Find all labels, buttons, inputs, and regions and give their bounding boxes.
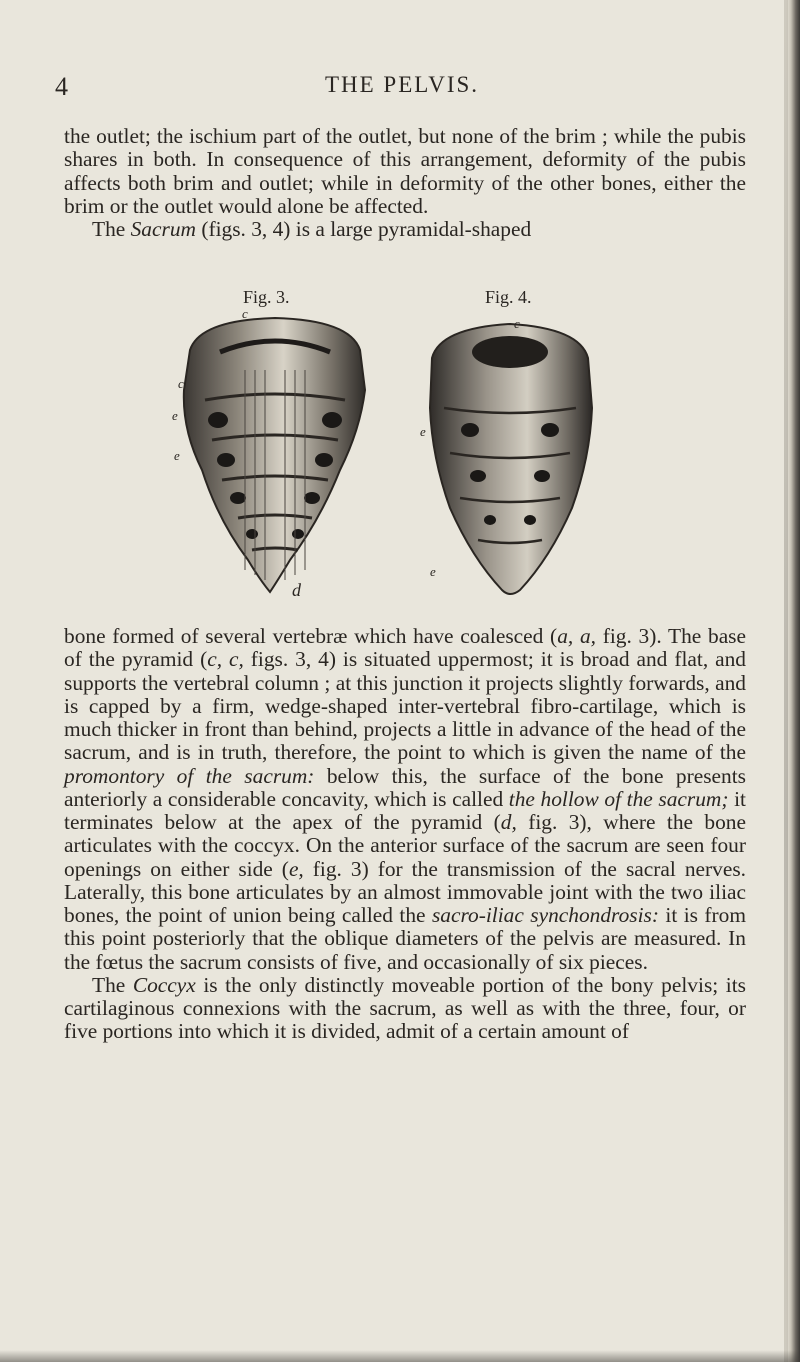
- bottom-edge-shadow: [0, 1350, 800, 1362]
- fig3-label: e: [174, 448, 180, 463]
- paragraph: [64, 218, 746, 241]
- fig4-label: e: [430, 564, 436, 579]
- fig3-label: c: [242, 310, 248, 321]
- italic-text: Coccyx: [132, 972, 196, 997]
- fig3-sacrum-outline: [184, 318, 365, 592]
- paragraph: [64, 974, 746, 1044]
- fig4-sacrum-illustration: [410, 318, 610, 608]
- fig4-label: e: [420, 424, 426, 439]
- italic-text: d,: [500, 810, 517, 834]
- page-edge-line: [784, 0, 788, 1362]
- fig3-label: c: [178, 376, 184, 391]
- fig4-label: c: [514, 318, 520, 331]
- text-run: (figs. 3, 4) is a large pyramidal-shaped: [195, 217, 532, 241]
- italic-text: promontory of the sacrum:: [64, 763, 315, 788]
- fig3-label: d: [292, 580, 301, 600]
- text-block-main: [64, 625, 746, 1044]
- fig4-caption: Fig. 4.: [485, 287, 532, 307]
- text-run: The: [92, 217, 131, 241]
- text-run: is the only distinctly moveable portion of the bony pelvis; its cartilaginous connexions with the sacrum, as well as with the three, four, or five portions into which it is divided, admit of a certain amount of: [64, 972, 746, 1044]
- italic-text: c, c,: [207, 647, 244, 672]
- page-number: 4: [55, 72, 68, 101]
- text-block-top: [64, 125, 746, 241]
- text-run: fig. 3) for the transmission of the sacral nerves. Laterally, this bone articulates by an almost immovable joint with the two iliac bones, the point of union being called the: [64, 856, 746, 927]
- italic-text: Sacrum: [130, 217, 196, 241]
- text-run: it is from this point posteriorly that the oblique diameters of the pelvis are measured. In the fœtus the sacrum consists of five, and occasionally of six pieces.: [64, 903, 746, 974]
- italic-text: a, a,: [557, 624, 596, 648]
- italic-text: e,: [288, 856, 304, 881]
- text-run: figs. 3, 4) is situated uppermost; it is broad and flat, and supports the vertebral column ; at this junction it projects slightly forwards, and is capped by a firm, wedge-shaped inter-vertebral fibro-cartilage, which is much thicker in front than behind, projects a little in advance of the head of the sacrum, and is in truth, therefore, the point to which is given the name of the: [64, 647, 746, 765]
- fig3-caption: Fig. 3.: [243, 287, 290, 307]
- italic-text: sacro-iliac synchondrosis:: [431, 903, 659, 927]
- paragraph: [64, 625, 746, 974]
- text-run: fig. 3). The base of the pyramid (: [64, 624, 747, 672]
- paragraph: [64, 125, 746, 218]
- text-run: The: [92, 972, 133, 997]
- text-run: below this, the surface of the bone presents anteriorly a considerable concavity, which is called: [64, 763, 746, 811]
- fig3-sacrum-illustration: [160, 310, 390, 610]
- text-run: fig. 3), where the bone articulates with the coccyx. On the anterior surface of the sacrum are seen four openings on either side (: [64, 810, 746, 881]
- running-title: THE PELVIS.: [324, 72, 480, 97]
- text-run: the outlet; the ischium part of the outlet, but none of the brim ; while the pubis shares in both. In consequence of this arrangement, deformity of the pubis affects both brim and outlet; while in deformity of the other bones, either the brim or the outlet would alone be affected.: [64, 124, 746, 218]
- fig3-label: e: [172, 408, 178, 423]
- text-run: bone formed of several vertebræ which have coalesced (: [64, 624, 558, 648]
- running-header: [52, 72, 752, 106]
- text-run: it terminates below at the apex of the pyramid (: [64, 786, 747, 834]
- page-edge-shadow: [786, 0, 800, 1362]
- italic-text: the hollow of the sacrum;: [508, 786, 729, 811]
